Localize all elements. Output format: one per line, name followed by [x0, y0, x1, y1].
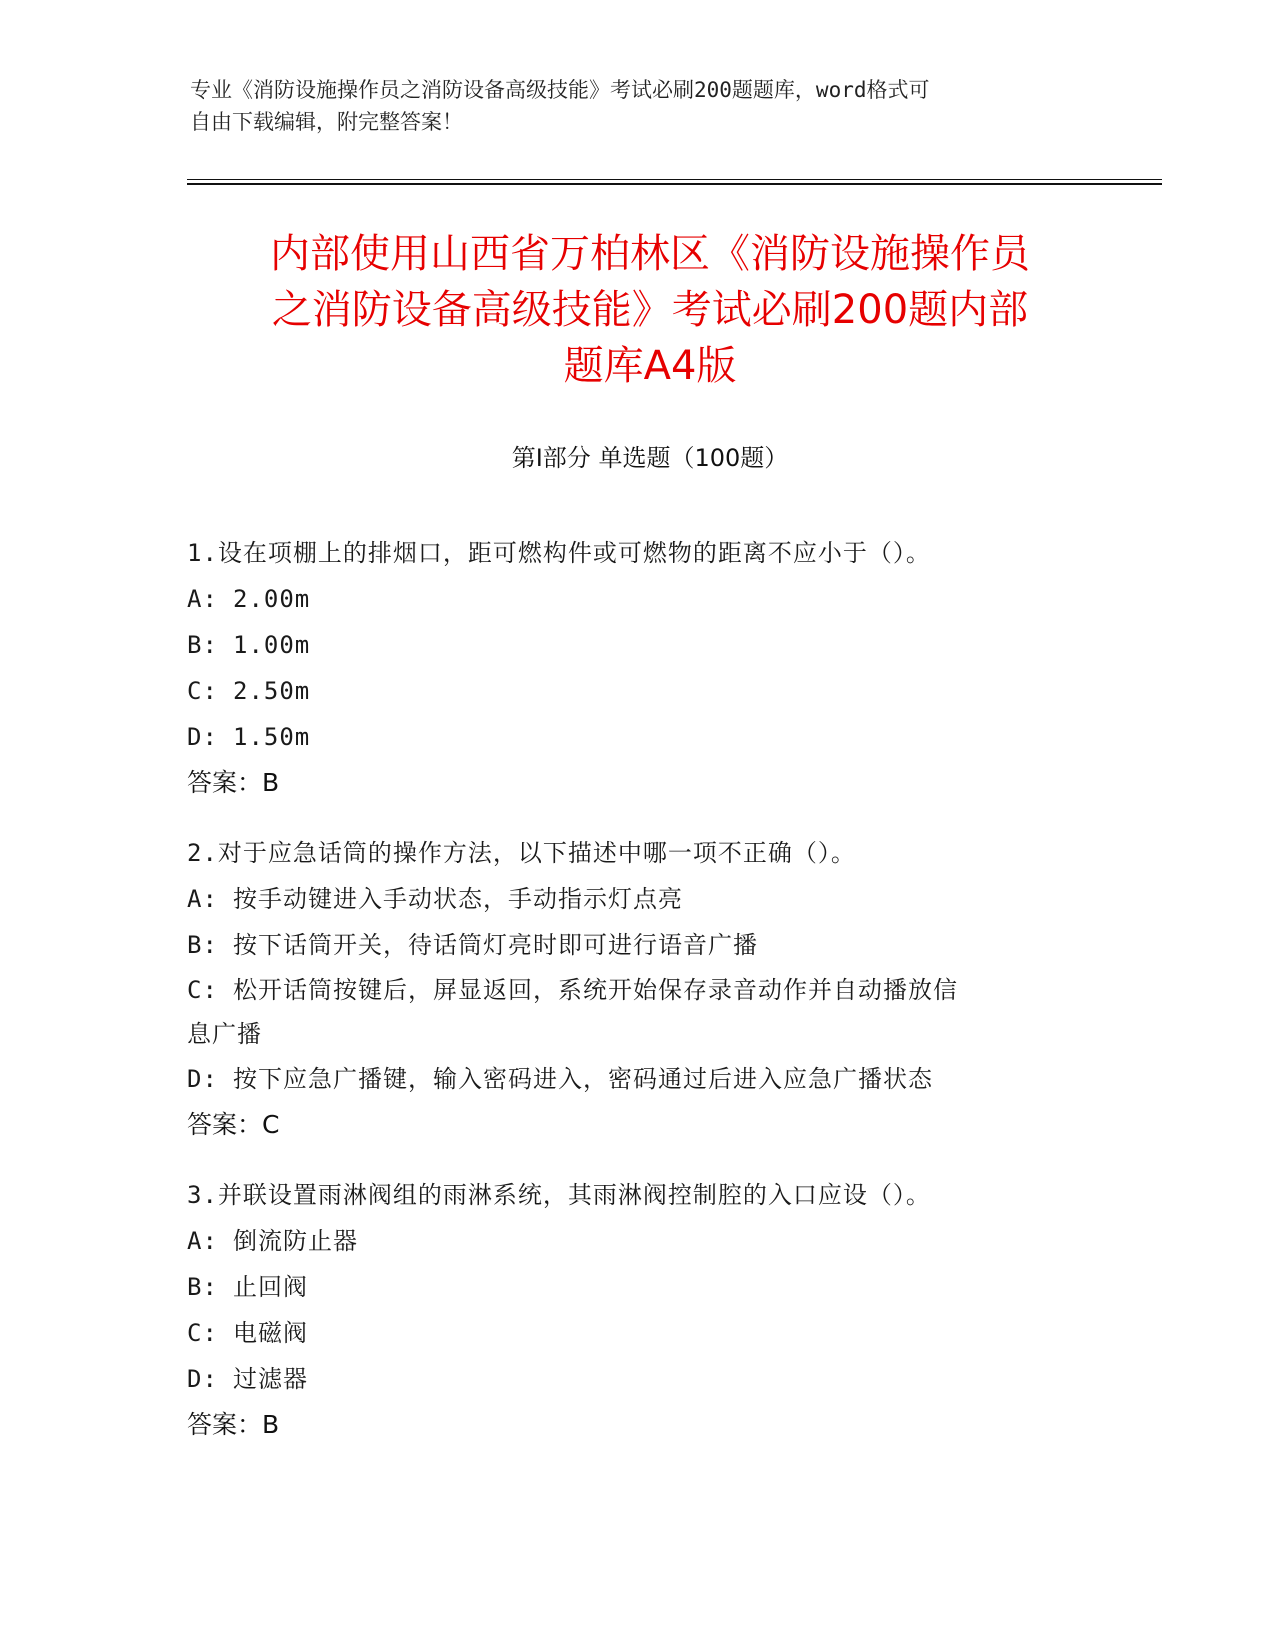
option-a	[187, 576, 1087, 622]
option-text: 1.00m	[233, 631, 311, 659]
answer: 答案：C	[187, 1110, 280, 1139]
option-c-continued: 息广播	[187, 1020, 262, 1048]
answer: 答案：B	[187, 768, 280, 797]
option-b	[187, 922, 1087, 968]
option-a	[187, 876, 1087, 922]
header-note-line-1: 专业《消防设施操作员之消防设备高级技能》考试必刷200题题库，word格式可	[190, 78, 930, 102]
option-key: A:	[187, 885, 218, 913]
option-text: 按下话筒开关，待话筒灯亮时即可进行语音广播	[233, 931, 758, 959]
question-2	[187, 830, 1087, 1148]
option-text: 止回阀	[233, 1273, 308, 1301]
option-text: 2.00m	[233, 585, 311, 613]
header-note	[190, 74, 1090, 138]
option-c	[187, 1310, 1087, 1356]
option-key: C:	[187, 677, 218, 705]
document-title-line-1: 内部使用山西省万柏林区《消防设施操作员	[270, 231, 1030, 277]
option-text: 倒流防止器	[233, 1227, 358, 1255]
header-note-line-2: 自由下载编辑，附完整答案！	[190, 110, 463, 134]
option-key: B:	[187, 631, 218, 659]
header-divider-thick	[187, 183, 1162, 185]
option-c	[187, 968, 1087, 1012]
option-key: A:	[187, 1227, 218, 1255]
option-text: 按下应急广播键，输入密码进入，密码通过后进入应急广播状态	[233, 1065, 933, 1093]
option-text: 过滤器	[233, 1365, 308, 1393]
option-key: D:	[187, 1065, 218, 1093]
option-key: B:	[187, 1273, 218, 1301]
document-title-line-3: 题库A4版	[563, 343, 737, 389]
option-d	[187, 1356, 1087, 1402]
option-key: C:	[187, 1319, 218, 1347]
option-d	[187, 1056, 1087, 1102]
option-text: 2.50m	[233, 677, 311, 705]
question-1	[187, 530, 1087, 806]
option-text: 松开话筒按键后，屏显返回，系统开始保存录音动作并自动播放信	[233, 976, 958, 1004]
option-c	[187, 668, 1087, 714]
question-3	[187, 1172, 1087, 1448]
option-text: 1.50m	[233, 723, 311, 751]
option-key: D:	[187, 723, 218, 751]
question-text: 1.设在项棚上的排烟口，距可燃构件或可燃物的距离不应小于（）。	[187, 539, 931, 567]
section-heading: 第Ⅰ部分 单选题（100题）	[511, 444, 789, 472]
question-list	[187, 530, 1087, 1472]
header-divider-thin	[187, 179, 1162, 180]
option-b	[187, 622, 1087, 668]
document-title	[150, 226, 1150, 394]
question-text: 2.对于应急话筒的操作方法，以下描述中哪一项不正确（）。	[187, 839, 856, 867]
option-key: B:	[187, 931, 218, 959]
option-key: A:	[187, 585, 218, 613]
option-text: 按手动键进入手动状态，手动指示灯点亮	[233, 885, 683, 913]
question-text: 3.并联设置雨淋阀组的雨淋系统，其雨淋阀控制腔的入口应设（）。	[187, 1181, 931, 1209]
option-key: C:	[187, 976, 218, 1004]
document-title-line-2: 之消防设备高级技能》考试必刷200题内部	[271, 287, 1029, 333]
option-d	[187, 714, 1087, 760]
option-a	[187, 1218, 1087, 1264]
option-key: D:	[187, 1365, 218, 1393]
answer: 答案：B	[187, 1410, 280, 1439]
option-b	[187, 1264, 1087, 1310]
option-text: 电磁阀	[233, 1319, 308, 1347]
